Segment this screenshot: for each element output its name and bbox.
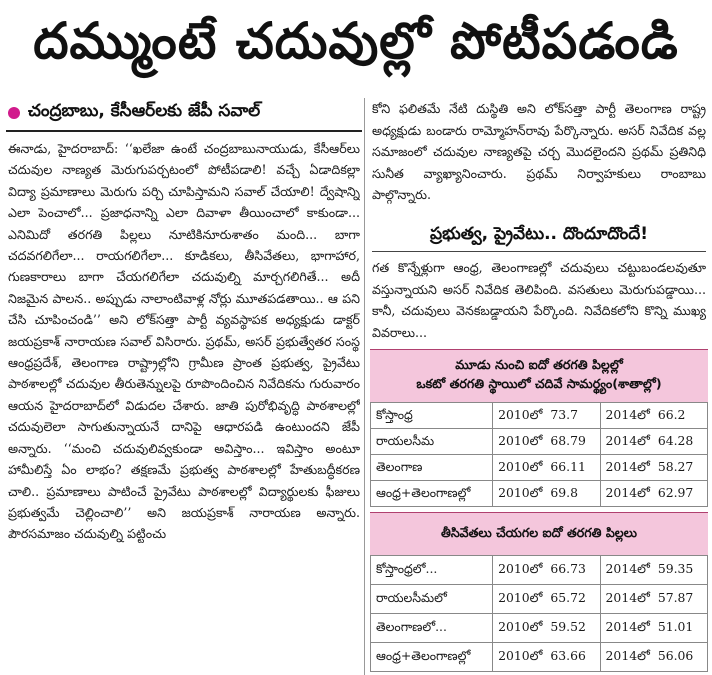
- value-cell: 2010లో 68.79: [493, 429, 600, 455]
- article-body: ఈనాడు, హైదరాబాద్‌: ‘‘ఖలేజా ఉంటే చంద్రబాబునాయుడు, కేసీఆర్‌లు చదువుల నాణ్యత మెరుగుపర్చటంలో పోటీపడాలి! వచ్చే ఏడాదికల్లా విద్యా ప్రమాణాలు మెరుగు పర్చి చూపిస్తామని సవాల్‌ చేయాలి! ద్వేషాన్ని ఎలా పెంచాలో... ప్రజాధనాన్ని ఎలా దివాళా తీయించాలో కాకుండా... ఎనిమిదో తరగతి పిల్లలు నూటికినూరుశాతం మంది... బాగా చదవగలిగేలా... రాయగలిగేలా... కూడికలు, తీసివేతలు, భాగాహార, గుణకారాలు బాగా చేయగలిగేలా చదువుల్ని మార్చగలిగితే... అదీ నిజమైన పాలన.. అప్పుడు నాలాంటివాళ్ల నోర్లు మూతపడతాయి.. ఆ పని చేసి చూపించండి’’ అని లోక్‌సత్తా పార్టీ వ్యవస్థాపక అధ్యక్షుడు డాక్టర్‌ జయప్రకాశ్‌ నారాయణ సవాల్‌ విసిరారు. ప్రథమ్‌, అసర్‌ ప్రభుత్వేతర సంస్థ ఆంధ్రప్రదేశ్‌, తెలంగాణ రాష్ట్రాల్లోని గ్రామీణ ప్రాంత ప్రభుత్వ, ప్రైవేటు పాఠశాలల్లో చదువుల తీరుతెన్నులపై రూపొందించిన నివేదికను గురువారం ఆయన హైదరాబాద్‌లో విడుదల చేశారు. జాతి పురోభివృద్ధి పాఠశాలల్లో చదువులెలా సాగుతున్నాయనే దానిపై ఆధారపడి ఉంటుందని జేపీ అన్నారు. ‘‘మంచి చదువులివ్వకుండా అవిస్తాం... ఇవిస్తాం అంటూ హామీలిస్తే ఏం లాభం? తక్షణమే ప్రభుత్వ పాఠశాలల్లో హేతుబద్ధీకరణ చాలి.. ప్రమాణాలు పాటించే ప్రైవేటు పాఠశాలల్లో విద్యార్థులకు ఫీజులు ప్రభుత్వమే చెల్లించాలి’’ అని జయప్రకాశ్‌ నారాయణ అన్నారు. పౌరసమాజం చదువుల్ని పట్టించు: [8, 141, 360, 542]
- value-cell: 2014లో 51.01: [600, 614, 707, 643]
- table-row: [371, 556, 708, 585]
- column-divider: [364, 98, 365, 675]
- divider: [372, 251, 706, 252]
- table-row: [371, 403, 708, 429]
- table-row: [371, 455, 708, 481]
- article-left-column: [8, 138, 360, 673]
- value-cell: 2010లో 66.11: [493, 455, 600, 481]
- subheadline-text: చంద్రబాబు, కేసీఆర్‌లకు జేపీ సవాల్: [28, 101, 261, 121]
- region-cell: తెలంగాణలో...: [371, 614, 493, 643]
- region-cell: రాయలసీమలో: [371, 585, 493, 614]
- table-row: [371, 585, 708, 614]
- table-row: [371, 614, 708, 643]
- value-cell: 2010లో 69.8: [493, 481, 600, 507]
- article-continuation: కోని ఫలితమే నేటి దుస్థితి అని లోక్‌సత్తా పార్టీ తెలంగాణ రాష్ట్ర అధ్యక్షుడు బండారు రామ్మోహన్‌రావు పేర్కొన్నారు. అసర్‌ నివేదిక వల్ల సమాజంలో చదువుల నాణ్యతపై చర్చ మొదలైందని ప్రథమ్‌ ప్రతినిధి సునీత వ్యాఖ్యానించారు. ప్రథమ్‌ నిర్వాహకులు రాంబాబు పాల్గొన్నారు.: [372, 101, 706, 203]
- value-cell: 2014లో 56.06: [600, 643, 707, 672]
- region-cell: కోస్తాంధ్ర: [371, 403, 493, 429]
- value-cell: 2014లో 59.35: [600, 556, 707, 585]
- table1-title-line2: ఒకటో తరగతి స్థాయిలో చదివే సామర్థ్యం(శాతాల్లో): [416, 376, 662, 391]
- region-cell: ఆంధ్ర+తెలంగాణల్లో: [371, 643, 493, 672]
- value-cell: 2010లో 65.72: [493, 585, 600, 614]
- region-cell: ఆంధ్ర+తెలంగాణల్లో: [371, 481, 493, 507]
- table-row: [371, 481, 708, 507]
- reading-ability-table: [370, 402, 708, 507]
- table2-title: [370, 512, 708, 556]
- section-text: గత కొన్నేళ్లుగా ఆంధ్ర, తెలంగాణల్లో చదువులు చట్టుబండలవుతూ వస్తున్నాయని అసర్‌ నివేదిక తెలిపింది. వసతులు మెరుగుపడ్డాయి... కానీ, చదువులు వెనకబడ్డాయని పేర్కొంది. నివేదికలోని కొన్ని ముఖ్య వివరాలు...: [372, 260, 706, 340]
- region-cell: రాయలసీమ: [371, 429, 493, 455]
- table1-title: [370, 349, 708, 403]
- section-body: [372, 257, 706, 349]
- value-cell: 2010లో 66.73: [493, 556, 600, 585]
- section-heading: ప్రభుత్వ, ప్రైవేటు.. దొందూదొందే!: [429, 224, 649, 244]
- table-row: [371, 429, 708, 455]
- divider: [6, 130, 362, 132]
- value-cell: 2010లో 59.52: [493, 614, 600, 643]
- table2-title-text: తీసివేతలు చేయగల ఐదో తరగతి పిల్లలు: [440, 524, 638, 540]
- table1-title-line1: మూడు నుంచి ఐదో తరగతి పిల్లల్లో: [455, 357, 623, 372]
- subtraction-ability-table: [370, 555, 708, 672]
- value-cell: 2014లో 58.27: [600, 455, 707, 481]
- value-cell: 2014లో 62.97: [600, 481, 707, 507]
- value-cell: 2014లో 66.2: [600, 403, 707, 429]
- bullet-dot-icon: [8, 107, 20, 119]
- table-row: [371, 643, 708, 672]
- value-cell: 2014లో 64.28: [600, 429, 707, 455]
- region-cell: తెలంగాణ: [371, 455, 493, 481]
- article-right-column: [372, 98, 706, 210]
- value-cell: 2010లో 73.7: [493, 403, 600, 429]
- value-cell: 2010లో 63.66: [493, 643, 600, 672]
- value-cell: 2014లో 57.87: [600, 585, 707, 614]
- subheadline: [6, 98, 362, 128]
- page-headline: దమ్ముంటే చదువుల్లో పోటీపడండి: [33, 12, 679, 70]
- region-cell: కోస్తాంధ్రలో...: [371, 556, 493, 585]
